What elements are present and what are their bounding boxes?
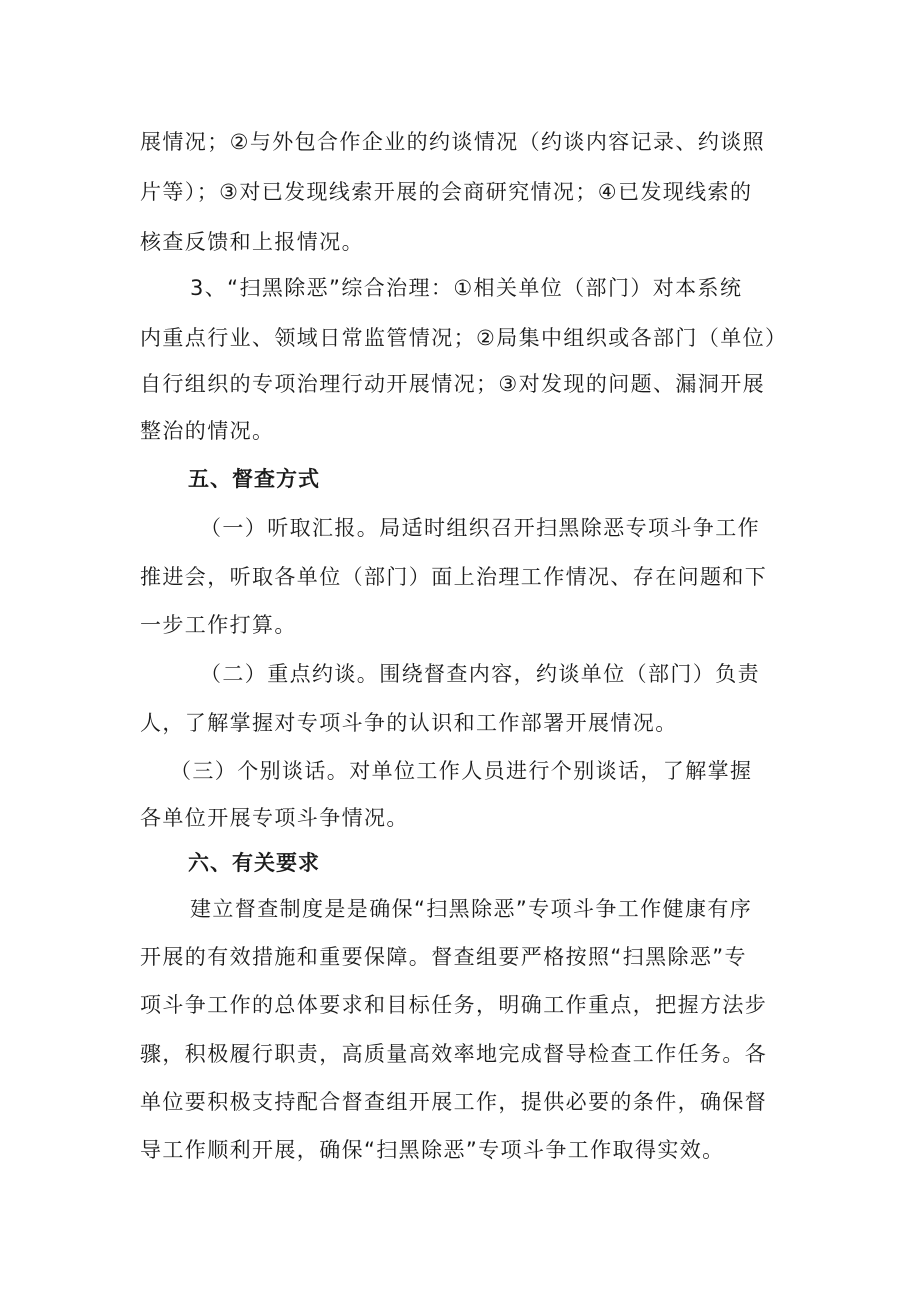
section-heading: 五、督查方式 bbox=[188, 467, 320, 491]
paragraph-line: 导工作顺利开展，确保“扫黑除恶”专项斗争工作取得实效。 bbox=[140, 1138, 725, 1162]
section-heading: 六、有关要求 bbox=[188, 851, 320, 875]
paragraph-line: （三）个别谈话。对单位工作人员进行个别谈话，了解掌握 bbox=[170, 759, 753, 783]
paragraph-line: 自行组织的专项治理行动开展情况；③对发现的问题、漏洞开展 bbox=[140, 372, 766, 396]
paragraph-line: 整治的情况。 bbox=[140, 419, 275, 443]
paragraph-line: 开展的有效措施和重要保障。督查组要严格按照“扫黑除恶”专 bbox=[140, 945, 747, 969]
paragraph-line: 项斗争工作的总体要求和目标任务，明确工作重点，把握方法步 bbox=[140, 993, 768, 1017]
paragraph-line: 展情况；②与外包合作企业的约谈情况（约谈内容记录、约谈照 bbox=[140, 130, 766, 154]
paragraph-line: 一步工作打算。 bbox=[140, 613, 297, 637]
paragraph-line: 推进会，听取各单位（部门）面上治理工作情况、存在问题和下 bbox=[140, 565, 768, 589]
paragraph-line: 3、“扫黑除恶”综合治理：①相关单位（部门）对本系统 bbox=[190, 276, 743, 300]
paragraph-line: 核查反馈和上报情况。 bbox=[140, 230, 364, 254]
paragraph-line: 片等）；③对已发现线索开展的会商研究情况；④已发现线索的 bbox=[140, 180, 753, 204]
paragraph-line: 各单位开展专项斗争情况。 bbox=[140, 806, 409, 830]
paragraph-line: 单位要积极支持配合督查组开展工作，提供必要的条件，确保督 bbox=[140, 1090, 768, 1114]
paragraph-line: （一）听取汇报。局适时组织召开扫黑除恶专项斗争工作 bbox=[200, 516, 760, 540]
paragraph-line: 建立督查制度是是确保“扫黑除恶”专项斗争工作健康有序 bbox=[190, 897, 753, 921]
paragraph-line: （二）重点约谈。围绕督查内容，约谈单位（部门）负责 bbox=[200, 662, 760, 686]
paragraph-line: 人，了解掌握对专项斗争的认识和工作部署开展情况。 bbox=[140, 711, 678, 735]
paragraph-line: 骤，积极履行职责，高质量高效率地完成督导检查工作任务。各 bbox=[140, 1042, 768, 1066]
paragraph-line: 内重点行业、领域日常监管情况；②局集中组织或各部门（单位） bbox=[140, 326, 788, 350]
